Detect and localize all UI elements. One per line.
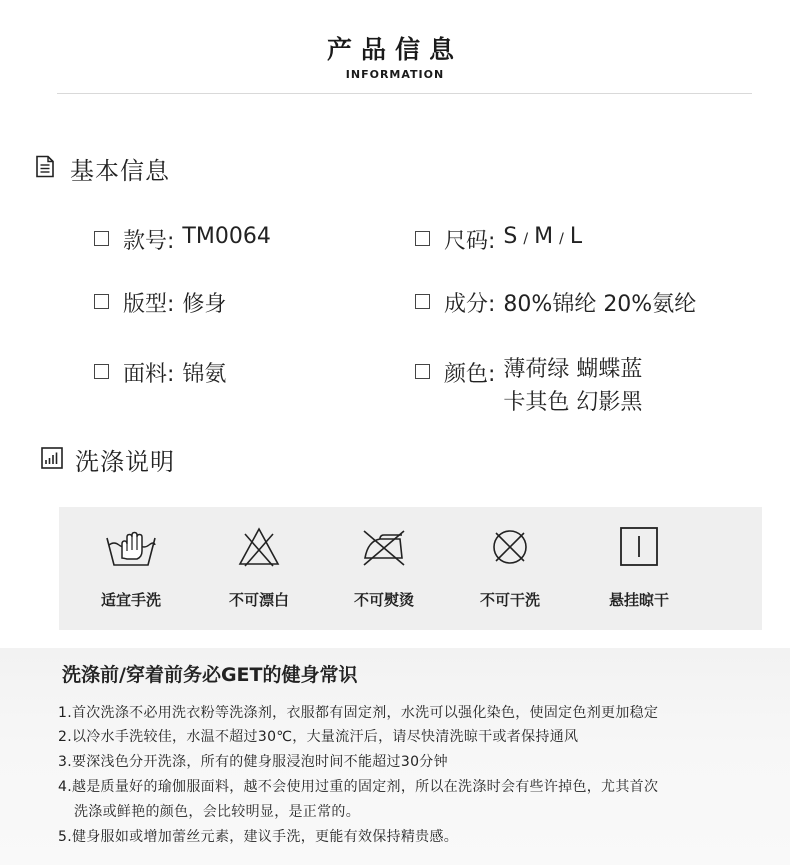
- info-item-size: [415, 224, 582, 255]
- checkbox-icon: [415, 231, 430, 246]
- info-item-color: [415, 357, 642, 419]
- wash-title: 洗涤说明: [75, 448, 175, 476]
- hand-wash-icon: [105, 525, 157, 569]
- info-value: TM0064: [182, 224, 271, 249]
- info-label: 颜色:: [444, 362, 496, 387]
- hang-dry-icon: [617, 525, 661, 569]
- size-l: L: [569, 224, 583, 249]
- checkbox-icon: [415, 364, 430, 379]
- color-line-2: 卡其色 幻影黑: [503, 390, 643, 415]
- checkbox-icon: [415, 294, 430, 309]
- info-label: 成分:: [444, 292, 496, 317]
- info-label: 面料:: [123, 362, 175, 387]
- color-line-1: 薄荷绿 蝴蝶蓝: [503, 357, 643, 382]
- tip-item: 2.以冷水手洗较佳，水温不超过30℃，大量流汗后，请尽快清洗晾干或者保持通风: [58, 729, 579, 745]
- color-values: [503, 353, 642, 419]
- tip-item: 5.健身服如或增加蕾丝元素，建议手洗，更能有效保持精贵感。: [58, 829, 459, 845]
- tips-title: 洗涤前/穿着前务必GET的健身常识: [62, 664, 358, 686]
- info-value: 修身: [182, 292, 227, 317]
- size-values: [503, 224, 582, 249]
- wash-label: 不可干洗: [479, 591, 540, 609]
- tip-item-continuation: 洗涤或鲜艳的颜色，会比较明显，是正常的。: [74, 804, 360, 820]
- wash-item-hang-dry: [584, 525, 694, 610]
- checkbox-icon: [94, 364, 109, 379]
- info-label: 尺码:: [444, 229, 496, 254]
- no-iron-icon: [360, 525, 408, 569]
- page-subtitle: INFORMATION: [345, 68, 445, 81]
- document-icon: [35, 155, 55, 178]
- chart-icon: [41, 447, 63, 469]
- title-divider: [57, 93, 752, 94]
- info-label: 款号:: [123, 229, 175, 254]
- checkbox-icon: [94, 231, 109, 246]
- no-bleach-icon: [237, 525, 281, 569]
- size-s: S: [503, 224, 518, 249]
- info-label: 版型:: [123, 292, 175, 317]
- wash-item-no-iron: [329, 525, 439, 610]
- no-dry-clean-icon: [488, 525, 532, 569]
- page-title: 产品信息: [326, 35, 463, 64]
- tip-item: 1.首次洗涤不必用洗衣粉等洗涤剂，衣服都有固定剂，水洗可以强化染色，使固定色剂更加稳定: [58, 705, 659, 721]
- info-item-fabric: [94, 357, 226, 388]
- wash-label: 悬挂晾干: [608, 591, 669, 609]
- info-value: 80%锦纶 20%氨纶: [503, 292, 697, 317]
- size-m: M: [534, 224, 554, 249]
- wash-label: 不可熨烫: [353, 591, 414, 609]
- info-item-style-no: [94, 224, 271, 255]
- wash-item-hand-wash: [76, 525, 186, 610]
- checkbox-icon: [94, 294, 109, 309]
- info-item-fit: [94, 287, 226, 318]
- basic-info-title: 基本信息: [70, 157, 170, 185]
- info-item-composition: [415, 287, 696, 318]
- wash-item-no-bleach: [204, 525, 314, 610]
- wash-label: 适宜手洗: [100, 591, 161, 609]
- tip-item: 4.越是质量好的瑜伽服面料，越不会使用过重的固定剂，所以在洗涤时会有些许掉色，尤其首次: [58, 779, 659, 795]
- wash-item-no-dry-clean: [455, 525, 565, 610]
- wash-symbols-panel: [59, 507, 762, 630]
- info-value: 锦氨: [182, 362, 227, 387]
- size-separator: /: [559, 231, 564, 247]
- tip-item: 3.要深浅色分开洗涤，所有的健身服浸泡时间不能超过30分钟: [58, 754, 448, 770]
- wash-label: 不可漂白: [228, 591, 289, 609]
- size-separator: /: [523, 231, 529, 247]
